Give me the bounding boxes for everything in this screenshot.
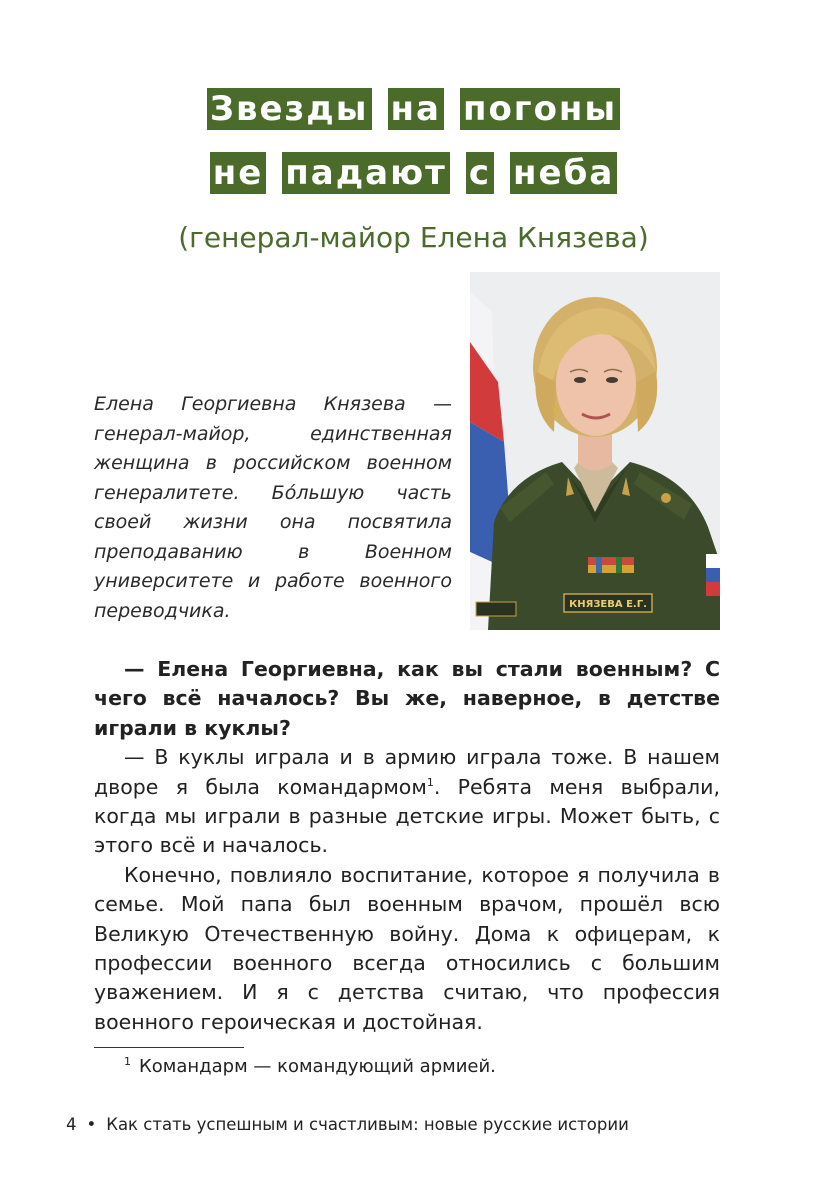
footnote-reference[interactable]: 1 xyxy=(426,775,434,789)
title-line-2 xyxy=(0,152,827,194)
footnote-mark: 1 xyxy=(124,1055,131,1068)
title-word: Звезды xyxy=(207,88,372,130)
chapter-title xyxy=(0,88,827,216)
title-word: падают xyxy=(282,152,450,194)
title-line-1 xyxy=(0,88,827,130)
intro-paragraph: Елена Георгиевна Князева — генерал-майор, единственная женщина в российском военном генералитете. Бо́льшую часть своей жизни она посвятила преподаванию в Военном университете и работе военного переводчика. xyxy=(94,393,452,622)
page-footer xyxy=(66,1114,629,1136)
footnote xyxy=(124,1055,496,1079)
running-title: Как стать успешным и счастливым: новые русские истории xyxy=(106,1115,629,1134)
title-word: неба xyxy=(510,152,617,194)
interview-answer: Конечно, повлияло воспитание, которое я получила в семье. Мой папа был военным врачом, прошёл всю Великую Отечественную войну. Дома к офицерам, к профессии военного всегда относились с большим уважением. И я с детства считаю, что профессия военного героическая и достойная. xyxy=(94,862,720,1034)
answer-text: . Ребята меня выбрали, когда мы играли в разные детские игры. Может быть, с этого всё и началось. xyxy=(94,774,720,858)
title-word: с xyxy=(466,152,494,194)
chapter-subtitle: (генерал-майор Елена Князева) xyxy=(178,221,649,254)
interview-answer xyxy=(94,743,720,861)
interview-question: — Елена Георгиевна, как вы стали военным? С чего всё началось? Вы же, наверное, в детстве играли в куклы? xyxy=(94,657,720,740)
title-word: погоны xyxy=(460,88,620,130)
answer-text: — В куклы играла и в армию играла тоже. В нашем дворе я была командармом xyxy=(94,745,720,799)
title-word: не xyxy=(210,152,267,194)
footer-separator: • xyxy=(86,1115,97,1134)
interview-text xyxy=(94,655,720,1037)
footnote-text: Командарм — командующий армией. xyxy=(139,1056,496,1077)
title-word: на xyxy=(388,88,444,130)
footnote-divider xyxy=(94,1047,244,1048)
portrait-photo xyxy=(470,272,720,630)
page-number: 4 xyxy=(66,1115,77,1134)
uniform-nameplate: КНЯЗЕВА Е.Г. xyxy=(569,599,647,610)
